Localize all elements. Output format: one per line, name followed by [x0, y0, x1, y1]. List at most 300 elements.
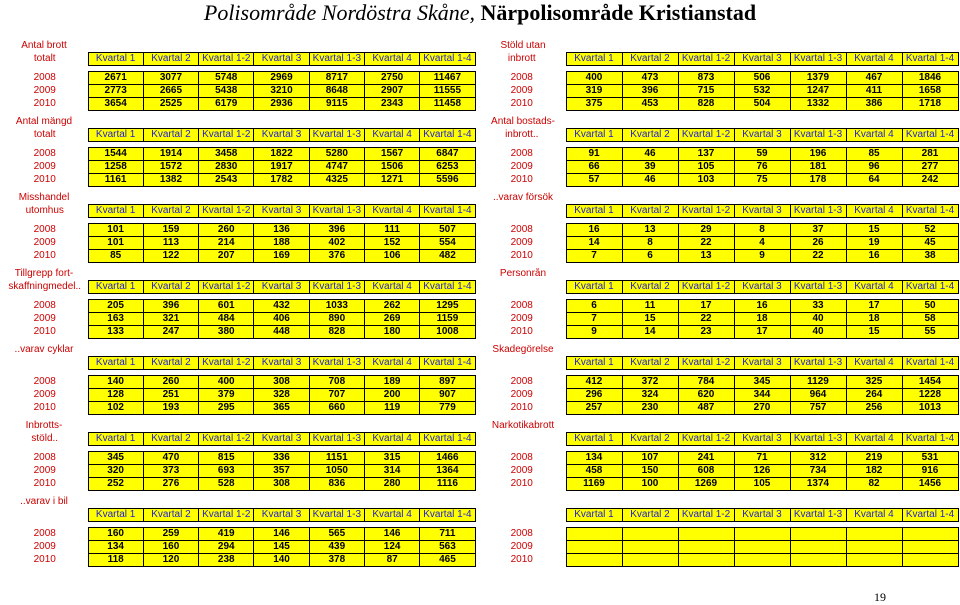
data-cell: 205 — [88, 300, 143, 313]
data-cell: 7 — [566, 250, 622, 263]
data-cell — [678, 554, 734, 567]
data-cell: 465 — [420, 554, 475, 567]
data-cell: 828 — [309, 326, 364, 339]
year-label: 2010 — [33, 98, 56, 109]
quarter-header: Kvartal 4 — [364, 205, 419, 218]
data-cell — [846, 528, 902, 541]
data-cell: 400 — [199, 376, 254, 389]
data-cell: 16 — [734, 300, 790, 313]
quarter-header: Kvartal 1-4 — [420, 129, 475, 142]
table-row — [2, 250, 475, 263]
data-cell: 315 — [364, 452, 419, 465]
table-row — [2, 541, 475, 554]
data-cell — [790, 528, 846, 541]
data-cell: 5438 — [199, 85, 254, 98]
data-cell: 734 — [790, 465, 846, 478]
data-cell: 159 — [143, 224, 198, 237]
section-label: inbrott.. — [505, 129, 539, 140]
quarter-header: Kvartal 1-4 — [420, 509, 475, 522]
year-label: 2010 — [510, 250, 533, 261]
table-row — [478, 313, 958, 326]
data-cell: 324 — [622, 389, 678, 402]
data-cell: 105 — [734, 478, 790, 491]
quarter-header: Kvartal 4 — [846, 433, 902, 446]
data-cell: 439 — [309, 541, 364, 554]
data-cell: 270 — [734, 402, 790, 415]
data-cell: 396 — [143, 300, 198, 313]
year-label: 2009 — [510, 389, 533, 400]
year-label: 2009 — [33, 465, 56, 476]
data-cell: 1159 — [420, 313, 475, 326]
table-row — [478, 389, 958, 402]
quarter-header: Kvartal 3 — [254, 129, 309, 142]
data-cell: 707 — [309, 389, 364, 402]
data-cell: 507 — [420, 224, 475, 237]
quarter-header: Kvartal 2 — [622, 205, 678, 218]
section-label: ..varav försök — [492, 192, 554, 204]
data-cell: 181 — [790, 161, 846, 174]
data-cell: 1917 — [254, 161, 309, 174]
data-cell: 357 — [254, 465, 309, 478]
data-cell: 22 — [790, 250, 846, 263]
data-cell: 39 — [622, 161, 678, 174]
quarter-header: Kvartal 2 — [622, 509, 678, 522]
data-cell: 1169 — [566, 478, 622, 491]
data-cell: 128 — [88, 389, 143, 402]
data-cell: 554 — [420, 237, 475, 250]
data-cell: 193 — [143, 402, 198, 415]
data-cell — [622, 541, 678, 554]
data-cell: 373 — [143, 465, 198, 478]
quarter-header: Kvartal 2 — [143, 53, 198, 66]
data-cell: 1269 — [678, 478, 734, 491]
section-label — [2, 357, 88, 370]
data-cell: 386 — [846, 98, 902, 111]
data-cell: 5748 — [199, 72, 254, 85]
data-cell: 916 — [902, 465, 958, 478]
data-cell: 9115 — [309, 98, 364, 111]
data-cell: 59 — [734, 148, 790, 161]
data-cell: 432 — [254, 300, 309, 313]
data-cell: 119 — [364, 402, 419, 415]
data-cell: 66 — [566, 161, 622, 174]
data-cell: 715 — [678, 85, 734, 98]
data-cell: 50 — [902, 300, 958, 313]
data-cell: 1822 — [254, 148, 309, 161]
table-row — [2, 528, 475, 541]
table-row — [2, 98, 475, 111]
data-cell: 314 — [364, 465, 419, 478]
year-label: 2008 — [510, 528, 533, 539]
data-cell: 2773 — [88, 85, 143, 98]
table-row — [478, 402, 958, 415]
data-cell: 8 — [622, 237, 678, 250]
quarter-header: Kvartal 3 — [734, 433, 790, 446]
year-label: 2010 — [33, 478, 56, 489]
data-cell: 608 — [678, 465, 734, 478]
data-cell: 1914 — [143, 148, 198, 161]
year-label: 2009 — [33, 313, 56, 324]
data-cell: 37 — [790, 224, 846, 237]
quarter-header: Kvartal 1 — [566, 509, 622, 522]
data-cell: 711 — [420, 528, 475, 541]
table-row — [478, 85, 958, 98]
table-row — [478, 478, 958, 491]
data-cell: 169 — [254, 250, 309, 263]
left-statistics-table — [2, 40, 476, 572]
section-label — [478, 496, 566, 509]
data-cell: 1718 — [902, 98, 958, 111]
quarter-header: Kvartal 1-2 — [678, 53, 734, 66]
data-cell: 64 — [846, 174, 902, 187]
data-cell: 836 — [309, 478, 364, 491]
quarter-header: Kvartal 2 — [622, 433, 678, 446]
section-label: inbrott — [507, 53, 536, 64]
data-cell: 964 — [790, 389, 846, 402]
data-cell: 256 — [846, 402, 902, 415]
data-cell: 328 — [254, 389, 309, 402]
quarter-header: Kvartal 1-2 — [199, 53, 254, 66]
section-label: Misshandel — [18, 192, 70, 204]
quarter-header: Kvartal 1-4 — [902, 509, 958, 522]
data-cell: 46 — [622, 174, 678, 187]
data-cell: 207 — [199, 250, 254, 263]
section-label: skaffningmedel.. — [8, 281, 82, 292]
table-row — [478, 224, 958, 237]
data-cell: 150 — [622, 465, 678, 478]
section-label: ..varav cyklar — [14, 344, 74, 356]
data-cell: 242 — [902, 174, 958, 187]
data-cell: 396 — [622, 85, 678, 98]
data-cell: 1572 — [143, 161, 198, 174]
data-cell: 1466 — [420, 452, 475, 465]
year-label: 2008 — [510, 452, 533, 463]
table-row — [478, 148, 958, 161]
data-cell: 269 — [364, 313, 419, 326]
data-cell: 1782 — [254, 174, 309, 187]
data-cell: 178 — [790, 174, 846, 187]
data-cell: 101 — [88, 237, 143, 250]
table-row — [478, 376, 958, 389]
table-row — [2, 554, 475, 567]
data-cell: 85 — [88, 250, 143, 263]
data-cell: 411 — [846, 85, 902, 98]
page-title — [0, 0, 960, 26]
data-cell: 467 — [846, 72, 902, 85]
year-label: 2008 — [510, 300, 533, 311]
data-cell: 620 — [678, 389, 734, 402]
data-cell: 784 — [678, 376, 734, 389]
quarter-header: Kvartal 1-2 — [678, 433, 734, 446]
data-cell: 277 — [902, 161, 958, 174]
table-row — [478, 465, 958, 478]
year-label: 2008 — [33, 224, 56, 235]
data-cell: 2525 — [143, 98, 198, 111]
year-label: 2008 — [510, 376, 533, 387]
quarter-header: Kvartal 1-4 — [902, 281, 958, 294]
quarter-header: Kvartal 3 — [734, 205, 790, 218]
quarter-header: Kvartal 4 — [364, 357, 419, 370]
section-label: stöld.. — [31, 433, 59, 444]
data-cell: 87 — [364, 554, 419, 567]
section-label: totalt — [33, 53, 56, 64]
quarter-header: Kvartal 1 — [566, 205, 622, 218]
quarter-header: Kvartal 4 — [364, 509, 419, 522]
data-cell: 504 — [734, 98, 790, 111]
quarter-header: Kvartal 1-3 — [790, 433, 846, 446]
data-cell: 528 — [199, 478, 254, 491]
quarter-header: Kvartal 1-2 — [678, 129, 734, 142]
year-label: 2010 — [33, 174, 56, 185]
quarter-header: Kvartal 3 — [734, 357, 790, 370]
data-cell: 136 — [254, 224, 309, 237]
quarter-header: Kvartal 1-3 — [309, 129, 364, 142]
data-cell: 219 — [846, 452, 902, 465]
quarter-header: Kvartal 1 — [566, 433, 622, 446]
data-cell: 345 — [734, 376, 790, 389]
data-cell — [902, 541, 958, 554]
year-label: 2010 — [33, 326, 56, 337]
data-cell — [902, 528, 958, 541]
quarter-header: Kvartal 2 — [622, 281, 678, 294]
data-cell: 113 — [143, 237, 198, 250]
year-label: 2010 — [33, 554, 56, 565]
quarter-header: Kvartal 4 — [846, 357, 902, 370]
data-cell: 134 — [88, 541, 143, 554]
data-cell — [846, 554, 902, 567]
data-cell: 247 — [143, 326, 198, 339]
table-row — [2, 148, 475, 161]
data-cell: 1151 — [309, 452, 364, 465]
year-label: 2008 — [33, 300, 56, 311]
year-label: 2008 — [33, 148, 56, 159]
quarter-header: Kvartal 1 — [566, 129, 622, 142]
data-cell: 120 — [143, 554, 198, 567]
data-cell: 17 — [846, 300, 902, 313]
table-row — [2, 85, 475, 98]
data-cell: 1658 — [902, 85, 958, 98]
data-cell: 7 — [566, 313, 622, 326]
data-cell — [902, 554, 958, 567]
quarter-header: Kvartal 2 — [143, 433, 198, 446]
quarter-header: Kvartal 1 — [566, 281, 622, 294]
quarter-header: Kvartal 1-3 — [309, 357, 364, 370]
quarter-header: Kvartal 1 — [88, 53, 143, 66]
data-cell: 230 — [622, 402, 678, 415]
data-cell: 6847 — [420, 148, 475, 161]
data-cell: 57 — [566, 174, 622, 187]
data-cell: 163 — [88, 313, 143, 326]
data-cell: 2969 — [254, 72, 309, 85]
data-cell: 17 — [734, 326, 790, 339]
section-label — [478, 357, 566, 370]
data-cell: 160 — [88, 528, 143, 541]
data-cell: 1129 — [790, 376, 846, 389]
data-cell: 1033 — [309, 300, 364, 313]
data-cell: 19 — [846, 237, 902, 250]
year-label: 2009 — [33, 85, 56, 96]
quarter-header: Kvartal 1 — [88, 129, 143, 142]
quarter-header: Kvartal 1-3 — [309, 205, 364, 218]
year-label: 2008 — [33, 376, 56, 387]
data-cell: 2830 — [199, 161, 254, 174]
data-cell: 259 — [143, 528, 198, 541]
data-cell: 29 — [678, 224, 734, 237]
quarter-header: Kvartal 1-3 — [309, 509, 364, 522]
table-row — [2, 326, 475, 339]
data-cell: 1454 — [902, 376, 958, 389]
table-row — [478, 72, 958, 85]
quarter-header: Kvartal 1 — [88, 357, 143, 370]
quarter-header: Kvartal 1-4 — [420, 205, 475, 218]
data-cell — [678, 541, 734, 554]
data-cell: 380 — [199, 326, 254, 339]
quarter-header: Kvartal 1-2 — [678, 205, 734, 218]
data-cell: 448 — [254, 326, 309, 339]
data-cell — [566, 554, 622, 567]
data-cell: 345 — [88, 452, 143, 465]
data-cell: 180 — [364, 326, 419, 339]
data-cell: 8717 — [309, 72, 364, 85]
table-row — [2, 224, 475, 237]
data-cell: 22 — [678, 237, 734, 250]
data-cell: 3654 — [88, 98, 143, 111]
table-row — [2, 300, 475, 313]
data-cell: 26 — [790, 237, 846, 250]
data-cell: 907 — [420, 389, 475, 402]
quarter-header: Kvartal 1-3 — [790, 357, 846, 370]
quarter-header: Kvartal 1-4 — [420, 357, 475, 370]
data-cell: 400 — [566, 72, 622, 85]
table-row — [2, 313, 475, 326]
data-cell: 140 — [88, 376, 143, 389]
section-label: utomhus — [25, 205, 64, 216]
data-cell: 15 — [846, 224, 902, 237]
year-label: 2008 — [33, 452, 56, 463]
data-cell: 146 — [254, 528, 309, 541]
data-cell: 2907 — [364, 85, 419, 98]
right-statistics-table — [478, 40, 959, 572]
year-label: 2008 — [510, 224, 533, 235]
quarter-header: Kvartal 1-2 — [678, 281, 734, 294]
data-cell: 18 — [734, 313, 790, 326]
data-cell: 1228 — [902, 389, 958, 402]
quarter-header: Kvartal 2 — [622, 129, 678, 142]
data-cell: 1374 — [790, 478, 846, 491]
quarter-header: Kvartal 1-2 — [199, 205, 254, 218]
data-cell: 365 — [254, 402, 309, 415]
quarter-header: Kvartal 4 — [364, 281, 419, 294]
table-row — [2, 174, 475, 187]
quarter-header: Kvartal 2 — [143, 129, 198, 142]
data-cell: 33 — [790, 300, 846, 313]
data-cell: 75 — [734, 174, 790, 187]
data-cell: 308 — [254, 376, 309, 389]
data-cell: 146 — [364, 528, 419, 541]
year-label: 2008 — [33, 72, 56, 83]
data-cell: 1506 — [364, 161, 419, 174]
section-label — [478, 509, 566, 522]
data-cell: 412 — [566, 376, 622, 389]
data-cell: 58 — [902, 313, 958, 326]
section-label: Skadegörelse — [492, 344, 554, 356]
section-label — [478, 205, 566, 218]
data-cell: 1332 — [790, 98, 846, 111]
data-cell: 238 — [199, 554, 254, 567]
data-cell: 260 — [143, 376, 198, 389]
data-cell — [790, 554, 846, 567]
page-number: 19 — [874, 590, 886, 604]
section-label: totalt — [33, 129, 56, 140]
quarter-header: Kvartal 1 — [88, 509, 143, 522]
quarter-header: Kvartal 1-2 — [199, 129, 254, 142]
data-cell: 1161 — [88, 174, 143, 187]
data-cell: 160 — [143, 541, 198, 554]
year-label: 2009 — [510, 85, 533, 96]
data-cell: 779 — [420, 402, 475, 415]
quarter-header: Kvartal 1-4 — [902, 53, 958, 66]
data-cell: 2671 — [88, 72, 143, 85]
data-cell: 107 — [622, 452, 678, 465]
data-cell: 2665 — [143, 85, 198, 98]
quarter-header: Kvartal 3 — [254, 205, 309, 218]
data-cell: 563 — [420, 541, 475, 554]
data-cell: 708 — [309, 376, 364, 389]
year-label: 2009 — [33, 161, 56, 172]
quarter-header: Kvartal 1 — [566, 357, 622, 370]
quarter-header: Kvartal 1-4 — [420, 53, 475, 66]
section-label — [478, 433, 566, 446]
data-cell: 23 — [678, 326, 734, 339]
data-cell — [566, 528, 622, 541]
data-cell: 17 — [678, 300, 734, 313]
data-cell: 188 — [254, 237, 309, 250]
table-row — [478, 554, 958, 567]
data-cell: 601 — [199, 300, 254, 313]
quarter-header: Kvartal 1-4 — [902, 433, 958, 446]
data-cell: 46 — [622, 148, 678, 161]
data-cell: 252 — [88, 478, 143, 491]
data-cell: 1456 — [902, 478, 958, 491]
data-cell: 379 — [199, 389, 254, 402]
data-cell: 1295 — [420, 300, 475, 313]
data-cell: 145 — [254, 541, 309, 554]
data-cell: 3458 — [199, 148, 254, 161]
year-label: 2010 — [510, 98, 533, 109]
quarter-header: Kvartal 1-3 — [790, 53, 846, 66]
table-row — [2, 376, 475, 389]
data-cell: 336 — [254, 452, 309, 465]
table-row — [2, 402, 475, 415]
quarter-header: Kvartal 1-2 — [199, 509, 254, 522]
data-cell: 22 — [678, 313, 734, 326]
data-cell: 4747 — [309, 161, 364, 174]
data-cell: 200 — [364, 389, 419, 402]
data-cell: 1050 — [309, 465, 364, 478]
data-cell: 257 — [566, 402, 622, 415]
section-label: Antal brott — [21, 40, 67, 52]
quarter-header: Kvartal 1-4 — [902, 205, 958, 218]
table-row — [2, 452, 475, 465]
section-label: Antal mängd — [15, 116, 73, 128]
data-cell: 126 — [734, 465, 790, 478]
table-row — [2, 465, 475, 478]
quarter-header: Kvartal 3 — [734, 129, 790, 142]
data-cell: 897 — [420, 376, 475, 389]
quarter-header: Kvartal 2 — [143, 357, 198, 370]
year-label: 2008 — [510, 148, 533, 159]
section-label: Narkotikabrott — [491, 420, 555, 432]
